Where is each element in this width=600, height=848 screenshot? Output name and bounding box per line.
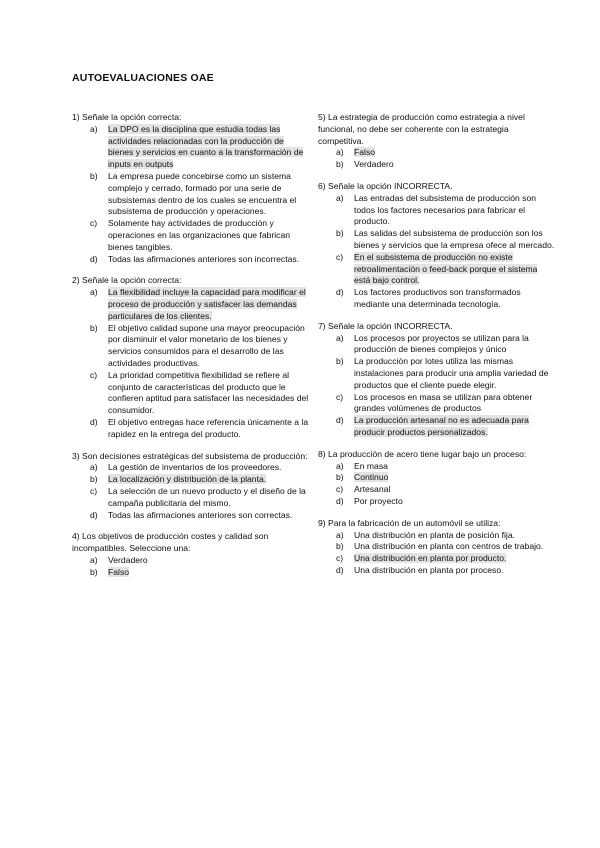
option-item-selected: [72, 287, 310, 322]
option-text: Los procesos en masa se utilizan para obtener grandes volúmenes de productos: [354, 391, 533, 414]
option-item: [318, 530, 556, 542]
option-letter: a): [90, 287, 98, 298]
option-list: [72, 555, 310, 579]
option-item: [318, 228, 556, 252]
option-letter: a): [336, 192, 344, 203]
option-letter: b): [336, 228, 344, 239]
option-letter: c): [336, 391, 344, 402]
option-item: [72, 417, 310, 441]
option-letter: b): [336, 472, 344, 483]
right-column: [318, 112, 556, 587]
option-letter: a): [90, 123, 98, 134]
option-item: [72, 462, 310, 474]
option-list: [318, 333, 556, 439]
option-item-selected: [318, 147, 556, 159]
option-list: [72, 462, 310, 521]
option-list: [72, 124, 310, 266]
option-letter: d): [90, 509, 98, 520]
option-item: [318, 541, 556, 553]
option-text: Verdadero: [108, 554, 148, 565]
option-text: El objetivo entregas hace referencia únicamente a la rapidez en la entrega del producto.: [108, 416, 309, 439]
option-letter: b): [336, 159, 344, 170]
option-item-selected: [318, 415, 556, 439]
option-letter: d): [336, 564, 344, 575]
option-text: Una distribución en planta con centros de trabajo.: [354, 541, 544, 552]
option-item: [72, 510, 310, 522]
question-text: 3) Son decisiones estratégicas del subsistema de producción:: [72, 450, 308, 461]
question-text: 8) La producción de acero tiene lugar bajo un proceso:: [318, 448, 527, 459]
option-letter: b): [336, 356, 344, 367]
option-text: Todas las afirmaciones anteriores son correctas.: [108, 509, 293, 520]
question-text: 9) Para la fabricación de un automóvil se utiliza:: [318, 517, 501, 528]
option-text: Por proyecto: [354, 495, 403, 506]
question-text: 1) Señale la opción correcta:: [72, 112, 182, 122]
option-text: En masa: [354, 460, 388, 471]
page-title: AUTOEVALUACIONES OAE: [72, 72, 214, 84]
option-text: Todas las afirmaciones anteriores son incorrectas.: [108, 253, 300, 264]
question: [318, 112, 556, 171]
option-letter: a): [336, 529, 344, 540]
option-letter: d): [336, 287, 344, 298]
option-item-selected: [72, 124, 310, 171]
option-item: [72, 486, 310, 510]
option-item: [318, 287, 556, 311]
question-text: 5) La estrategia de producción como estrategia a nivel funcional, no debe ser coherente con la estrategia competitiva.: [318, 112, 525, 146]
option-text: Falso: [354, 147, 376, 158]
option-item: [318, 565, 556, 577]
question-text: 4) Los objetivos de producción costes y calidad son incompatibles. Seleccione una:: [72, 531, 269, 554]
option-letter: d): [90, 253, 98, 264]
option-letter: a): [336, 332, 344, 343]
option-text: Los factores productivos son transformados mediante una determinada tecnología.: [354, 287, 521, 309]
option-text: La flexibilidad incluye la capacidad para modificar el proceso de producción y satisfacer las demandas particulares de los clientes.: [108, 287, 306, 321]
option-letter: b): [336, 541, 344, 552]
question: [318, 449, 556, 508]
option-item: [72, 171, 310, 218]
option-item: [72, 370, 310, 417]
question-text: 6) Señale la opción INCORRECTA.: [318, 180, 453, 191]
option-letter: d): [336, 495, 344, 506]
option-item-selected: [318, 553, 556, 565]
option-letter: a): [90, 554, 98, 565]
option-letter: d): [336, 415, 344, 426]
option-text: La empresa puede concebirse como un sistema complejo y cerrado, formado por una serie de subsistemas dentro de los cuales se encuentra el subsistema de producción y operaciones.: [108, 170, 297, 217]
question: [318, 181, 556, 311]
option-text: El objetivo calidad supone una mayor preocupación por disminuir el valor monetario de los bienes y servicios consumidos para el desarrollo de las actividades productivas.: [108, 322, 305, 368]
option-letter: b): [90, 474, 98, 485]
left-column: [72, 112, 310, 588]
option-text: La localización y distribución de la planta.: [108, 474, 267, 485]
option-text: Una distribución en planta por producto.: [354, 553, 507, 564]
option-letter: c): [90, 218, 98, 229]
option-item: [318, 193, 556, 228]
question: [72, 112, 310, 265]
question-text: 7) Señale la opción INCORRECTA.: [318, 320, 453, 331]
option-item-selected: [72, 474, 310, 486]
option-item: [318, 461, 556, 473]
option-letter: a): [90, 462, 98, 473]
option-letter: b): [90, 566, 98, 577]
option-text: Los procesos por proyectos se utilizan para la producción de bienes complejos y único: [354, 332, 529, 355]
option-item: [72, 323, 310, 370]
option-letter: c): [336, 484, 344, 495]
question: [318, 321, 556, 439]
question: [318, 518, 556, 577]
option-list: [318, 193, 556, 311]
option-letter: c): [336, 553, 344, 564]
question: [72, 275, 310, 440]
option-item-selected: [318, 252, 556, 287]
option-text: Solamente hay actividades de producción y operaciones en las organizaciones que fabrican bienes tangibles.: [108, 218, 291, 252]
option-list: [72, 287, 310, 440]
option-letter: d): [90, 416, 98, 427]
option-item: [72, 254, 310, 266]
option-item: [318, 333, 556, 357]
question-text: 2) Señale la opción correcta:: [72, 275, 182, 286]
option-letter: a): [336, 147, 344, 158]
option-text: Una distribución en planta de posición fija.: [354, 529, 515, 540]
option-letter: a): [336, 460, 344, 471]
option-list: [318, 530, 556, 577]
option-letter: c): [90, 485, 98, 496]
question: [72, 531, 310, 578]
option-item-selected: [318, 472, 556, 484]
option-list: [318, 461, 556, 508]
option-text: Continuo: [354, 472, 389, 483]
option-text: Falso: [108, 566, 130, 577]
option-text: Artesanal: [354, 484, 391, 495]
option-text: Las entradas del subsistema de producción son todos los factores necesarios para fabricar el producto.: [354, 192, 537, 227]
option-text: La prioridad competitiva flexibilidad se refiere al conjunto de características del producto que le confieren aptitud para satisfacer las necesidades del consumidor.: [108, 369, 309, 416]
option-item: [72, 218, 310, 253]
option-text: La selección de un nuevo producto y el diseño de la campaña publicitaria del mismo.: [108, 485, 306, 508]
option-letter: c): [336, 251, 344, 262]
option-text: La gestión de inventarios de los proveedores.: [108, 462, 282, 473]
option-text: Las salidas del subsistema de producción son los bienes y servicios que la empresa ofece al mercado.: [354, 228, 555, 250]
question: [72, 451, 310, 522]
option-text: En el subsistema de producción no existe retroalimentación o feed-back porque el sistema está bajo control.: [354, 251, 538, 286]
option-item: [318, 159, 556, 171]
option-text: Una distribución en planta por proceso.: [354, 564, 504, 575]
option-item: [318, 392, 556, 416]
option-list: [318, 147, 556, 171]
option-letter: b): [90, 322, 98, 333]
option-text: La DPO es la disciplina que estudia todas las actividades relacionadas con la producción de bienes y servicios en cuanto a la transformación de inputs en outputs: [108, 123, 304, 170]
option-item: [318, 496, 556, 508]
option-item: [318, 484, 556, 496]
option-text: La producción artesanal no es adecuada para producir productos personalizados.: [354, 415, 529, 437]
option-text: Verdadero: [354, 159, 394, 170]
option-letter: b): [90, 170, 98, 181]
option-letter: c): [90, 369, 98, 380]
option-item: [318, 356, 556, 391]
option-text: La producción por lotes utiliza las mismas instalaciones para producir una amplia variedad de productos que el cliente puede elegir.: [354, 356, 549, 390]
option-item: [72, 555, 310, 567]
option-item-selected: [72, 567, 310, 579]
